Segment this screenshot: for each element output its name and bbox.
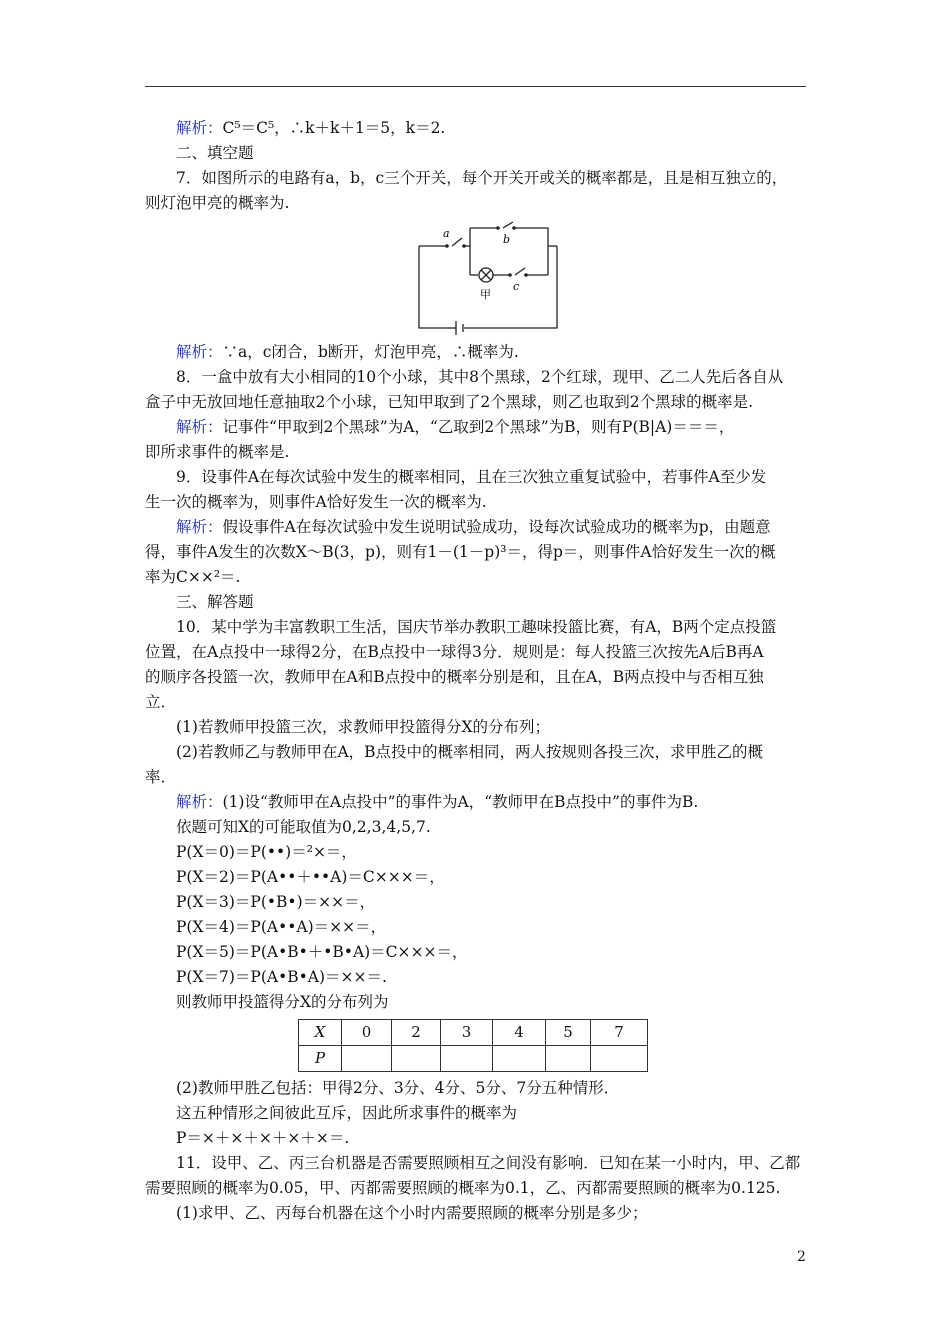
probability-x7: P(X＝7)＝P(A•B•A)＝××＝. (176, 968, 387, 986)
question-10-part-1: (1)若教师甲投篮三次，求教师甲投篮得分X的分布列； (176, 718, 550, 736)
answer-10-part-2: 这五种情形之间彼此互斥，因此所求事件的概率为 (176, 1104, 518, 1122)
section-heading: 三、解答题 (176, 593, 254, 611)
question-10-part-2: 率． (145, 768, 177, 786)
circuit-left-wire (419, 246, 456, 328)
table-cell (392, 1046, 441, 1072)
terminal-dot (524, 273, 528, 277)
table-cell: 5 (546, 1020, 591, 1046)
switch-b (503, 222, 513, 228)
question-9-line: 生一次的概率为，则事件A恰好发生一次的概率为. (145, 493, 487, 511)
terminal-dot (496, 226, 500, 230)
answer-10 (145, 790, 808, 815)
switch-c-label: c (513, 280, 520, 293)
page-content (145, 116, 808, 1226)
probability-x0: P(X＝0)＝P(••)＝²×＝， (176, 843, 357, 861)
question-7-line: 则灯泡甲亮的概率为. (145, 194, 290, 212)
terminal-dot (462, 244, 466, 248)
question-10-line: 10．某中学为丰富教职工生活，国庆节举办教职工趣味投篮比赛，有A，B两个定点投篮 (176, 618, 777, 636)
probability-x2: P(X＝2)＝P(A••＋••A)＝C×××＝， (176, 868, 445, 886)
question-9-line: 9．设事件A在每次试验中发生的概率相同，且在三次独立重复试验中，若事件A至少发 (176, 468, 767, 486)
answer-text: (1)设“教师甲在A点投中”的事件为A，“教师甲在B点投中”的事件为B. (222, 793, 699, 811)
table-row (299, 1020, 648, 1046)
question-7-line: 7．如图所示的电路有a，b，c三个开关，每个开关开或关的概率都是，且是相互独立的， (176, 169, 788, 187)
lamp-label: 甲 (480, 288, 491, 301)
table-row (299, 1046, 648, 1072)
switch-b-label: b (503, 233, 511, 246)
terminal-dot (512, 226, 516, 230)
terminal-dot (508, 273, 512, 277)
table-cell (493, 1046, 546, 1072)
circuit-bottom-wire (464, 246, 557, 328)
question-11-line: 需要照顾的概率为0.05，甲、丙都需要照顾的概率为0.1，乙、丙都需要照顾的概率为0.125. (145, 1179, 781, 1197)
answer-text: 记事件“甲取到2个黑球”为A，“乙取到2个黑球”为B，则有P(B|A)＝＝＝， (222, 418, 735, 436)
table-cell: 2 (392, 1020, 441, 1046)
answer-9-line: 率为C××²＝. (145, 568, 241, 586)
answer-8-line: 即所求事件的概率是. (145, 443, 290, 461)
answer-9-line: 得，事件A发生的次数X～B(3，p)，则有1－(1－p)³＝，得p＝，则事件A恰好发生一次的概 (145, 543, 776, 561)
answer-6 (145, 116, 808, 141)
table-cell (441, 1046, 493, 1072)
branch-top-wire (514, 228, 548, 275)
table-cell: 3 (441, 1020, 493, 1046)
question-10-line: 位置，在A点投中一球得2分，在B点投中一球得3分．规则是：每人投篮三次按先A后B再A (145, 643, 764, 661)
question-10-part-2: (2)若教师乙与教师甲在A，B点投中的概率相同，两人按规则各投三次，求甲胜乙的概 (176, 743, 764, 761)
table-cell (591, 1046, 648, 1072)
table-cell: 0 (342, 1020, 392, 1046)
table-cell (546, 1046, 591, 1072)
answer-label: 解析： (176, 343, 223, 361)
table-cell: 4 (493, 1020, 546, 1046)
distribution-intro: 则教师甲投篮得分X的分布列为 (176, 993, 389, 1011)
answer-8 (145, 415, 808, 440)
table-cell (342, 1046, 392, 1072)
answer-label: 解析： (176, 793, 223, 811)
question-8-line: 盒子中无放回地任意抽取2个小球，已知甲取到了2个黑球，则乙也取到2个黑球的概率是. (145, 393, 754, 411)
probability-x3: P(X＝3)＝P(•B•)＝××＝， (176, 893, 376, 911)
table-cell: X (299, 1020, 342, 1046)
distribution-table (298, 1019, 648, 1072)
question-8-line: 8．一盒中放有大小相同的10个小球，其中8个黑球，2个红球，现甲、乙二人先后各自从 (176, 368, 784, 386)
table-cell: 7 (591, 1020, 648, 1046)
question-11-part-1: (1)求甲、乙、丙每台机器在这个小时内需要照顾的概率分别是多少； (176, 1204, 648, 1222)
terminal-dot (445, 244, 449, 248)
section-heading: 二、填空题 (176, 144, 254, 162)
answer-7 (145, 340, 808, 365)
switch-a (452, 238, 462, 246)
lamp-cross (481, 270, 491, 280)
question-10-line: 的顺序各投篮一次，教师甲在A和B点投中的概率分别是和，且在A，B两点投中与否相互独 (145, 668, 764, 686)
answer-text: ∵a，c闭合，b断开，灯泡甲亮，∴概率为. (222, 343, 519, 361)
answer-10-part-2: P＝×＋×＋×＋×＋×＝. (176, 1129, 350, 1147)
answer-text: C⁵＝C⁵，∴k＋k＋1＝5，k＝2. (222, 119, 446, 137)
answer-label: 解析： (176, 518, 223, 536)
page-number: 2 (797, 1249, 806, 1265)
probability-x5: P(X＝5)＝P(A•B•＋•B•A)＝C×××＝， (176, 943, 468, 961)
answer-text: 假设事件A在每次试验中发生说明试验成功，设每次试验成功的概率为p，由题意 (222, 518, 771, 536)
switch-a-label: a (443, 227, 450, 240)
header-rule (145, 86, 806, 87)
switch-c (515, 268, 525, 275)
answer-label: 解析： (176, 418, 223, 436)
question-11-line: 11．设甲、乙、丙三台机器是否需要照顾相互之间没有影响．已知在某一小时内，甲、乙都 (176, 1154, 801, 1172)
answer-9 (145, 515, 808, 540)
question-10-line: 立． (145, 693, 177, 711)
circuit-diagram (416, 219, 561, 337)
answer-10-line: 依题可知X的可能取值为0,2,3,4,5,7. (176, 818, 431, 836)
answer-10-part-2: (2)教师甲胜乙包括：甲得2分、3分、4分、5分、7分五种情形． (176, 1079, 620, 1097)
probability-x4: P(X＝4)＝P(A••A)＝××＝， (176, 918, 387, 936)
answer-label: 解析： (176, 119, 223, 137)
table-cell: P (299, 1046, 342, 1072)
